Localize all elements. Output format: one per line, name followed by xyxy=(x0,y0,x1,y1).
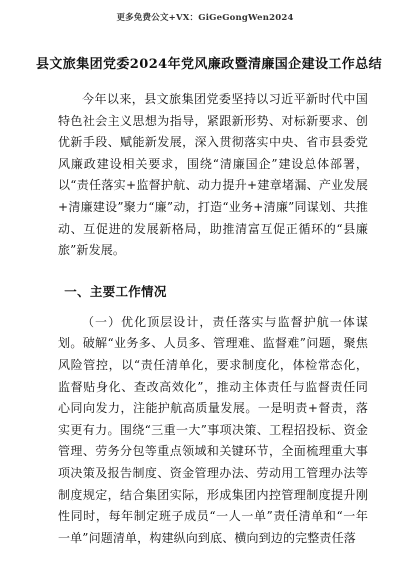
header-note: 更多免费公文+VX：GiGeGongWen2024 xyxy=(116,13,294,23)
section-paragraph: （一）优化顶层设计，责任落实与监督护航一体谋划。破解“业务多、人员多、管理难、监督难”问题，聚焦风险管控，以“责任清单化，要求制度化，体检常态化，监督贴身化、查改高效化”，推动主体责任与监督责任同心同向发力，注能护航高质量发展。一是明责+督责，落实更有力。围绕“三重一大”事项决策、工程招投标、资金管理、劳务分包等重点领域和关键环节，全面梳理重大事项决策及报告制度、资金管理办法、劳动用工管理办法等制度规定，结合集团实际，形成集团内控管理制度提升刚性同时，每年制定班子成员“一人一单”责任清单和“一年一单”问题清单，构建纵向到底、横向到边的完整责任落 xyxy=(58,314,368,545)
section-heading: 一、主要工作情况 xyxy=(64,283,167,299)
document-body xyxy=(58,89,368,549)
document-title: 县文旅集团党委2024年党风廉政暨清廉国企建设工作总结 xyxy=(36,57,382,72)
intro-paragraph: 今年以来，县文旅集团党委坚持以习近平新时代中国特色社会主义思想为指导，紧跟新形势、对标新要求、创优新手段、赋能新发展，深入贯彻落实中央、省市县委党风廉政建设相关要求，围绕“清廉国企”建设总体部署，以“责任落实+监督护航、动力提升+建章堵漏、产业发展+清廉建设”聚力“廉”动，打造“业务+清廉”同谋划、共推动、互促进的发展新格局，助推清富互促正循环的“县廉旅”新发展。 xyxy=(58,92,368,258)
